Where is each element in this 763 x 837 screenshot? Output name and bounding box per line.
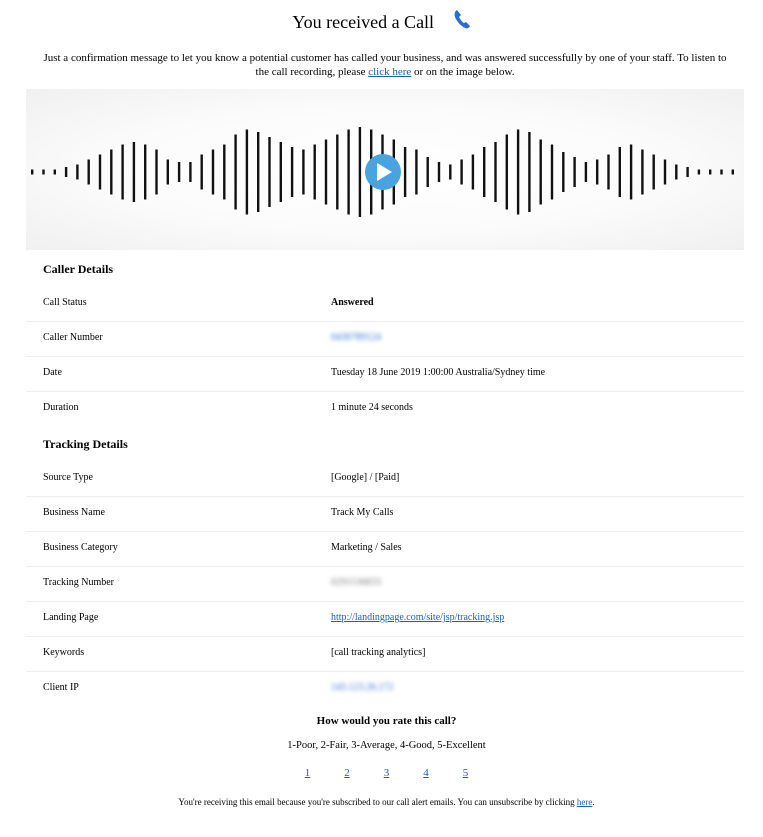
detail-row (26, 636, 744, 672)
detail-value: Marketing / Sales (331, 542, 402, 553)
detail-row (26, 286, 744, 322)
detail-value: [Google] / [Paid] (331, 472, 400, 483)
waveform-bar (359, 127, 361, 217)
detail-row (26, 461, 744, 497)
tracking-details-heading: Tracking Details (43, 437, 128, 451)
waveform-bar (155, 150, 157, 195)
footer-text: You're receiving this email because you're subscribed to our call alert emails. You can unsubscribe by clicking (178, 797, 575, 807)
waveform-bar (302, 150, 304, 195)
waveform-bar (404, 147, 406, 197)
waveform-bar (562, 152, 564, 192)
rating-option-2[interactable]: 2 (344, 767, 350, 779)
waveform-bar (698, 170, 700, 175)
detail-label: Tracking Number (43, 577, 115, 588)
waveform-bar (551, 145, 553, 200)
waveform-bar (144, 145, 146, 200)
rating-option-3[interactable]: 3 (383, 767, 390, 779)
detail-value: Answered (331, 297, 374, 308)
detail-label: Business Category (43, 542, 118, 553)
waveform-bar (280, 142, 282, 202)
waveform-bar (291, 147, 293, 197)
detail-label: Duration (43, 402, 79, 413)
waveform-bar (540, 140, 542, 205)
rating-option-5[interactable]: 5 (462, 767, 469, 779)
detail-row (26, 391, 744, 426)
detail-value: 143.123.26.172 (331, 682, 394, 693)
call-recording-player[interactable] (26, 89, 744, 250)
phone-icon (453, 8, 471, 37)
waveform-bar (675, 165, 677, 180)
waveform-bar (494, 142, 496, 202)
intro-paragraph (40, 51, 730, 79)
waveform-bar (99, 155, 101, 190)
detail-value: 0291536833 (331, 577, 381, 588)
waveform-bar (596, 160, 598, 185)
detail-row (26, 496, 744, 532)
waveform-bar (121, 145, 123, 200)
rating-option-1[interactable]: 1 (304, 767, 311, 779)
waveform-bar (178, 162, 180, 182)
detail-label: Date (43, 367, 62, 378)
waveform-bar (42, 170, 44, 175)
detail-row (26, 531, 744, 567)
waveform-bar (76, 165, 78, 180)
detail-label: Landing Page (43, 612, 99, 623)
waveform-bar (653, 155, 655, 190)
landing-page-link[interactable]: http://landingpage.com/site/jsp/tracking.jsp (331, 612, 505, 623)
waveform-bar (573, 157, 575, 187)
intro-text: Just a confirmation message to let you know a potential customer has called your business, and was answered successfully by one of your staff. To listen to the call recording, please (43, 52, 727, 78)
rating-options (0, 767, 763, 779)
waveform-bar (257, 132, 259, 212)
detail-label: Call Status (43, 297, 87, 308)
detail-value: Track My Calls (331, 507, 394, 518)
waveform-bar (54, 170, 56, 175)
waveform-bar (585, 162, 587, 182)
waveform-bar (268, 137, 270, 207)
waveform-bar (528, 132, 530, 212)
waveform-bar (234, 135, 236, 210)
waveform-bar (664, 160, 666, 185)
waveform-bar (427, 157, 429, 187)
rating-option-4[interactable]: 4 (423, 767, 429, 779)
waveform-bar (347, 130, 349, 215)
waveform-bar (133, 142, 135, 202)
intro-suffix: or on the image below. (414, 66, 515, 78)
waveform-bar (246, 130, 248, 215)
waveform-bar (415, 150, 417, 195)
footer-suffix: . (592, 797, 595, 807)
waveform-bar (460, 160, 462, 185)
waveform-bar (325, 140, 327, 205)
waveform-bar (88, 160, 90, 185)
recording-link[interactable]: click here (368, 66, 412, 78)
waveform-bar (212, 150, 214, 195)
title-text: You received a Call (292, 12, 435, 32)
waveform-bar (189, 162, 191, 182)
detail-label: Source Type (43, 472, 93, 483)
detail-value: 0430789124 (331, 332, 381, 343)
detail-row (26, 321, 744, 357)
detail-row (26, 356, 744, 392)
waveform-bar (65, 167, 67, 177)
waveform-bar (619, 147, 621, 197)
waveform-bar (314, 145, 316, 200)
waveform-bar (517, 130, 519, 215)
waveform-bar (732, 170, 734, 175)
detail-label: Keywords (43, 647, 85, 658)
waveform-bar (336, 135, 338, 210)
caller-details-heading: Caller Details (43, 262, 114, 276)
waveform-bar (31, 170, 33, 175)
unsubscribe-link[interactable]: here (576, 797, 593, 807)
waveform-image[interactable] (26, 89, 744, 250)
waveform-bar (201, 155, 203, 190)
waveform-bar (630, 145, 632, 200)
waveform-bar (438, 162, 440, 182)
waveform-bar (483, 147, 485, 197)
email-title (0, 8, 763, 37)
waveform-bar (641, 150, 643, 195)
waveform-bar (607, 155, 609, 190)
detail-label: Business Name (43, 507, 105, 518)
detail-value: Tuesday 18 June 2019 1:00:00 Australia/Sydney time (331, 367, 546, 378)
detail-row (26, 566, 744, 602)
waveform-bar (506, 135, 508, 210)
rating-scale: 1-Poor, 2-Fair, 3-Average, 4-Good, 5-Excellent (287, 740, 486, 751)
detail-label: Caller Number (43, 332, 103, 343)
waveform-bar (223, 145, 225, 200)
waveform-bar (686, 167, 688, 177)
waveform-bar (472, 155, 474, 190)
detail-row (26, 671, 744, 706)
waveform-bar (720, 170, 722, 175)
detail-value: 1 minute 24 seconds (331, 402, 413, 413)
waveform-bar (167, 160, 169, 185)
detail-row (26, 601, 744, 637)
waveform-bar (709, 170, 711, 175)
detail-value: [call tracking analytics] (331, 647, 426, 658)
waveform-bar (449, 165, 451, 180)
footer (0, 797, 763, 807)
detail-label: Client IP (43, 682, 79, 693)
waveform-bar (110, 150, 112, 195)
rating-question: How would you rate this call? (316, 715, 457, 727)
